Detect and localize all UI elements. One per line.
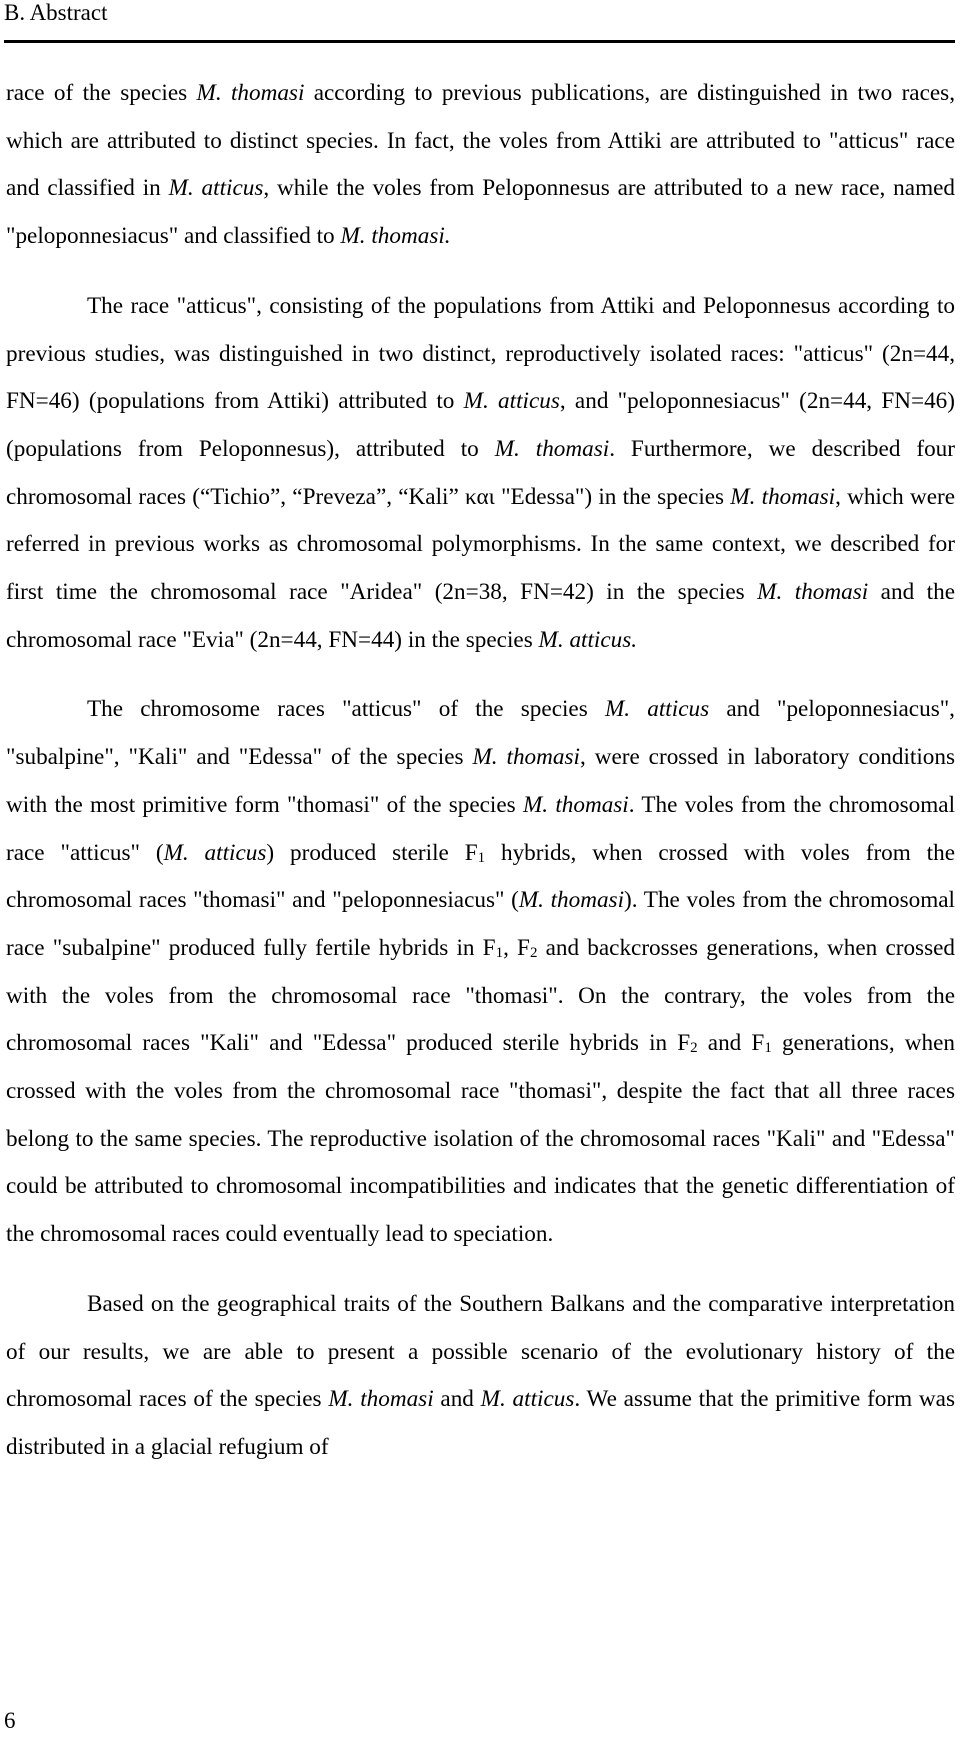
text-run: . Furthermore, we described four chromosomal races (“Tichio”, “Preveza”, “Kali” και "Edessa") in the species xyxy=(6,435,955,510)
species-name: M. thomasi. xyxy=(340,223,451,250)
text-run: ). The voles from the chromosomal race "subalpine" produced fully fertile hybrids in F xyxy=(6,887,955,961)
text-run: The chromosome races "atticus" of the species xyxy=(87,696,605,723)
text-run: and the chromosomal race "Evia" (2n=44, FN=44) in the species xyxy=(6,579,955,653)
species-name: M. atticus xyxy=(163,839,267,866)
text-run: The race "atticus", consisting of the populations from Attiki and Peloponnesus according to previous studies, was distinguished in two distinct, reproductively isolated races: "atticus" (2n=44, FN=46) (populations from Attiki) attributed to xyxy=(6,292,955,415)
abstract-paragraph xyxy=(6,283,955,665)
text-run: and xyxy=(433,1386,481,1413)
text-run: ) produced sterile F xyxy=(266,839,478,866)
species-name: M. thomasi xyxy=(196,80,305,106)
subscript-text: 1 xyxy=(495,944,504,961)
abstract-paragraph xyxy=(6,70,955,261)
species-name: M. thomasi xyxy=(522,791,629,818)
text-run: Based on the geographical traits of the Southern Balkans and the comparative interpretation of our results, we are able to present a possible scenario of the evolutionary history of the chromosomal races of the species xyxy=(6,1290,955,1413)
text-run: , F xyxy=(503,934,530,961)
species-name: M. atticus xyxy=(463,388,560,415)
text-run: race of the species xyxy=(6,80,197,106)
species-name: M. atticus xyxy=(604,696,710,723)
species-name: M. atticus xyxy=(480,1386,575,1413)
text-run: , and "peloponnesiacus" (2n=44, FN=46) (populations from Peloponnesus), attributed to xyxy=(6,388,955,462)
species-name: M. atticus xyxy=(168,175,264,202)
text-run: , while the voles from Peloponnesus are attributed to a new race, named "peloponnesiacus" and classified to xyxy=(6,175,955,250)
abstract-paragraph xyxy=(6,1281,955,1472)
running-header: B. Abstract xyxy=(4,0,108,25)
text-run: generations, when crossed with the voles from the chromosomal race "thomasi", despite the fact that all three races belong to the same species. The reproductive isolation of the chromosomal races "Kali" and "Edessa" could be attributed to chromosomal incompatibilities and indicates that the genetic differentiation of the chromosomal races could eventually lead to speciation. xyxy=(6,1030,955,1248)
text-run: according to previous publications, are distinguished in two races, which are attributed to distinct species. In fact, the voles from Attiki are attributed to "atticus" race and classified in xyxy=(6,80,955,202)
subscript-text: 2 xyxy=(690,1040,698,1057)
text-run: and "peloponnesiacus", "subalpine", "Kali" and "Edessa" of the species xyxy=(6,696,955,771)
subscript-text: 1 xyxy=(477,849,486,866)
text-run: . We assume that the primitive form was distributed in a glacial refugium of xyxy=(6,1386,955,1460)
abstract-body xyxy=(6,70,955,1472)
text-run: . The voles from the chromosomal race "atticus" ( xyxy=(6,791,956,866)
species-name: M. thomasi xyxy=(494,435,610,462)
species-name: M. thomasi xyxy=(518,887,625,914)
subscript-text: 2 xyxy=(529,944,538,961)
text-run: and F xyxy=(697,1030,765,1057)
species-name: M. thomasi xyxy=(472,744,580,771)
species-name: M. thomasi xyxy=(757,579,869,606)
subscript-text: 1 xyxy=(764,1040,772,1057)
text-run: , were crossed in laboratory conditions with the most primitive form "thomasi" of the species xyxy=(6,744,955,818)
abstract-paragraph xyxy=(6,686,955,1258)
header-rule xyxy=(4,40,955,43)
text-run: hybrids, when crossed with voles from the chromosomal races "thomasi" and "peloponnesiacus" ( xyxy=(6,839,956,914)
page-number: 6 xyxy=(4,1708,16,1733)
species-name: M. thomasi xyxy=(730,483,836,510)
text-run: and backcrosses generations, when crossed with the voles from the chromosomal race "thomasi". On the contrary, the voles from the chromosomal races "Kali" and "Edessa" produced sterile hybrids in F xyxy=(6,934,955,1057)
text-run: , which were referred in previous works as chromosomal polymorphisms. In the same context, we described for first time the chromosomal race "Aridea" (2n=38, FN=42) in the species xyxy=(6,483,956,606)
species-name: M. thomasi xyxy=(328,1386,434,1413)
species-name: M. atticus. xyxy=(538,626,638,653)
